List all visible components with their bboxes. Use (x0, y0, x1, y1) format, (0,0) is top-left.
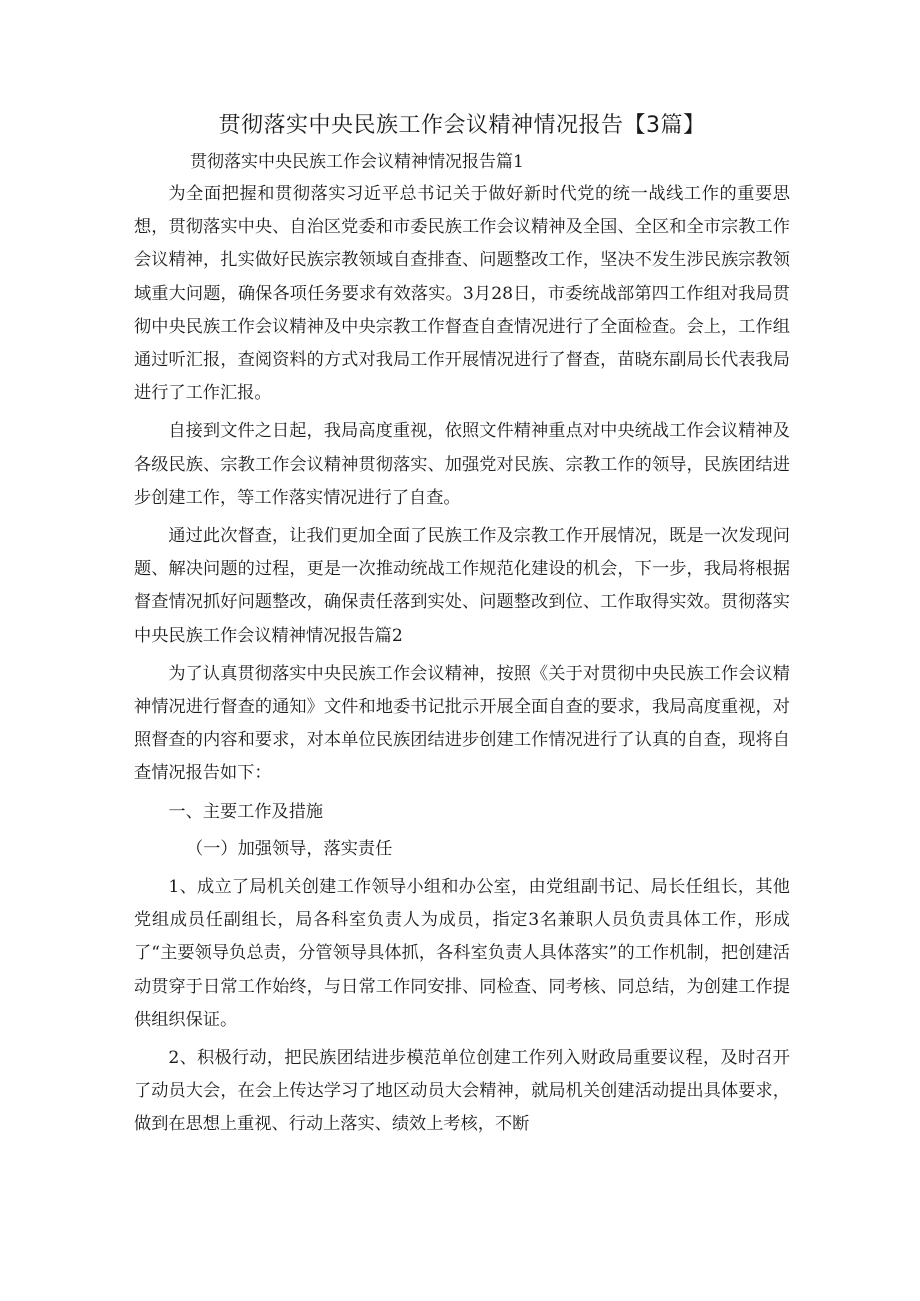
section-heading: 一、主要工作及措施 (168, 801, 324, 822)
paragraph-4: 为了认真贯彻落实中央民族工作会议精神，按照《关于对贯彻中央民族工作会议精神情况进行督查的通知》文件和地委书记批示开展全面自查的要求，我局高度重视，对照督查的内容和要求，对本单位民族团结进步创建工作情况进行了认真的自查，现将自查情况报告如下： (134, 663, 790, 784)
list-item-1: 1、成立了局机关创建工作领导小组和办公室，由党组副书记、局长任组长，其他党组成员任副组长，局各科室负责人为成员，指定3名兼职人员负责具体工作，形成了“主要领导负总责，分管领导具体抓，各科室负责人具体落实”的工作机制，把创建活动贯穿于日常工作始终，与日常工作同安排、同检查、同考核、同总结，为创建工作提供组织保证。 (134, 877, 790, 1030)
paragraph-3: 通过此次督查，让我们更加全面了民族工作及宗教工作开展情况，既是一次发现问题、解决问题的过程，更是一次推动统战工作规范化建设的机会，下一步，我局将根据督查情况抓好问题整改，确保责任落到实处、问题整改到位、工作取得实效。贯彻落实中央民族工作会议精神情况报告篇2 (134, 526, 790, 646)
sub-heading: （一）加强领导，落实责任 (186, 838, 393, 859)
article-subtitle: 贯彻落实中央民族工作会议精神情况报告篇1 (190, 152, 524, 172)
paragraph-2: 自接到文件之日起，我局高度重视，依照文件精神重点对中央统战工作会议精神及各级民族、宗教工作会议精神贯彻落实、加强党对民族、宗教工作的领导，民族团结进步创建工作，等工作落实情况进行了自查。 (134, 421, 790, 508)
document-title: 贯彻落实中央民族工作会议精神情况报告【3篇】 (218, 113, 706, 138)
document-page (134, 108, 790, 1147)
paragraph-1: 为全面把握和贯彻落实习近平总书记关于做好新时代党的统一战线工作的重要思想，贯彻落实中央、自治区党委和市委民族工作会议精神及全国、全区和全市宗教工作会议精神，扎实做好民族宗教领域自查排查、问题整改工作，坚决不发生涉民族宗教领域重大问题，确保各项任务要求有效落实。3月28日，市委统战部第四工作组对我局贯彻中央民族工作会议精神及中央宗教工作督查自查情况进行了全面检查。会上，工作组通过听汇报，查阅资料的方式对我局工作开展情况进行了督查，苗晓东副局长代表我局进行了工作汇报。 (134, 184, 790, 404)
list-item-2: 2、积极行动，把民族团结进步模范单位创建工作列入财政局重要议程，及时召开了动员大会，在会上传达学习了地区动员大会精神，就局机关创建活动提出具体要求，做到在思想上重视、行动上落实、绩效上考核，不断 (134, 1048, 790, 1135)
